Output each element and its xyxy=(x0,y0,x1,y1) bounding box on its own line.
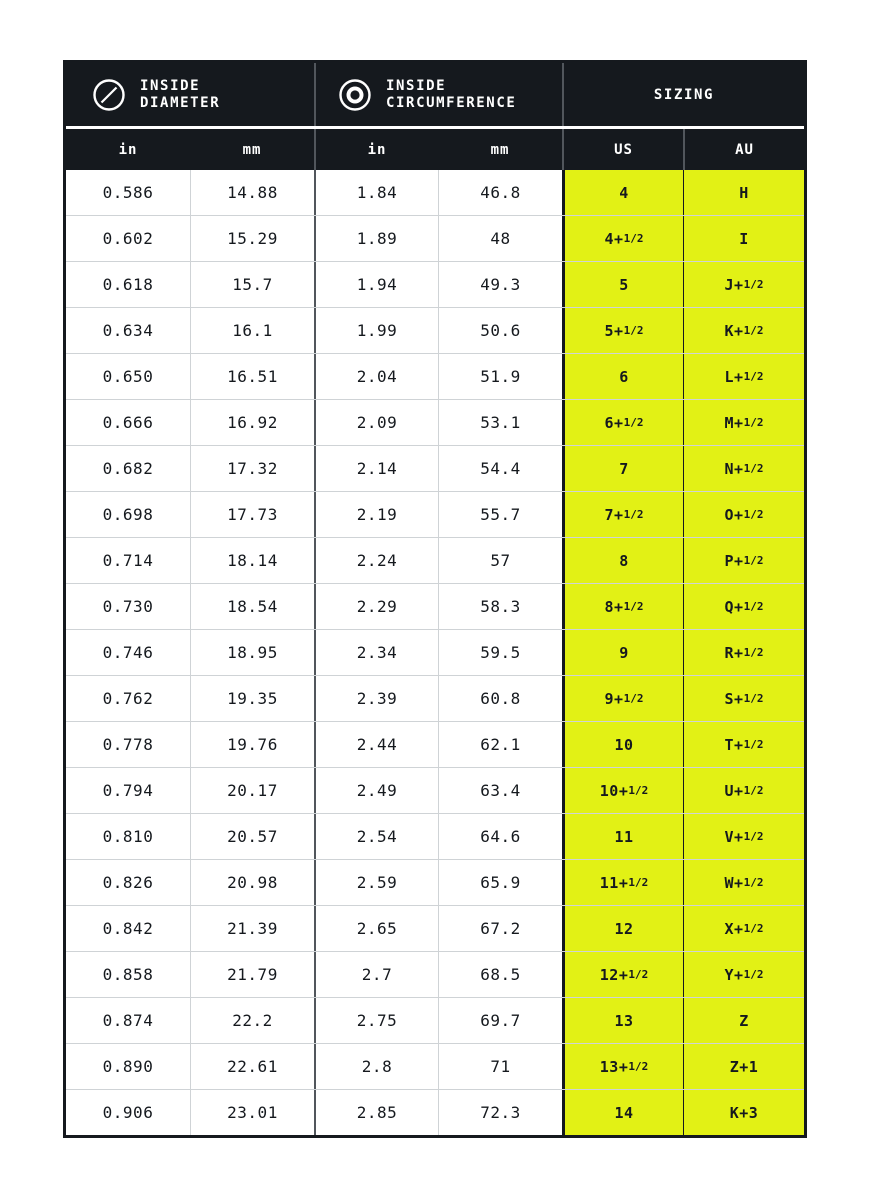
cell-diameter-mm: 22.61 xyxy=(190,1044,314,1089)
cell-circumference-in: 2.44 xyxy=(314,722,438,767)
cell-size-au: X+ 1/2 xyxy=(683,906,804,951)
cell-diameter-mm: 14.88 xyxy=(190,170,314,215)
cell-size-au: N+ 1/2 xyxy=(683,446,804,491)
cell-circumference-mm: 64.6 xyxy=(438,814,562,859)
cell-size-au: R+ 1/2 xyxy=(683,630,804,675)
cell-circumference-in: 1.89 xyxy=(314,216,438,261)
cell-circumference-mm: 67.2 xyxy=(438,906,562,951)
cell-circumference-in: 2.34 xyxy=(314,630,438,675)
cell-diameter-mm: 16.51 xyxy=(190,354,314,399)
column-header-circumference-mm: mm xyxy=(490,141,510,158)
cell-size-us: 4+ 1/2 xyxy=(562,216,683,261)
column-header-circumference-in: in xyxy=(314,129,438,170)
cell-size-au: M+ 1/2 xyxy=(683,400,804,445)
table-row xyxy=(66,768,804,814)
column-header-diameter-mm: mm xyxy=(242,141,262,158)
cell-size-au: H xyxy=(683,170,804,215)
table-row xyxy=(66,952,804,998)
table-row xyxy=(66,860,804,906)
header-group-inside-circumference xyxy=(314,63,562,126)
cell-circumference-in: 1.84 xyxy=(314,170,438,215)
cell-size-au: P+ 1/2 xyxy=(683,538,804,583)
table-header-units xyxy=(66,129,804,170)
cell-size-au: I xyxy=(683,216,804,261)
cell-size-us: 4 xyxy=(562,170,683,215)
cell-size-us: 8 xyxy=(562,538,683,583)
column-header-diameter-in: in xyxy=(118,141,138,158)
cell-circumference-mm: 69.7 xyxy=(438,998,562,1043)
cell-size-us: 7 xyxy=(562,446,683,491)
table-row xyxy=(66,1090,804,1135)
cell-circumference-in: 2.39 xyxy=(314,676,438,721)
header-group-label xyxy=(140,78,220,112)
cell-diameter-in: 0.778 xyxy=(102,735,154,754)
table-row xyxy=(66,216,804,262)
cell-size-us: 9+ 1/2 xyxy=(562,676,683,721)
cell-diameter-mm: 20.98 xyxy=(190,860,314,905)
cell-circumference-in: 2.14 xyxy=(314,446,438,491)
cell-size-us: 5+ 1/2 xyxy=(562,308,683,353)
cell-circumference-mm: 59.5 xyxy=(438,630,562,675)
cell-circumference-in: 2.49 xyxy=(314,768,438,813)
header-group-label xyxy=(386,78,516,112)
header-group-inside-diameter xyxy=(66,63,314,126)
cell-circumference-mm: 68.5 xyxy=(438,952,562,997)
table-row xyxy=(66,998,804,1044)
cell-diameter-in: 0.874 xyxy=(102,1011,154,1030)
cell-diameter-in: 0.858 xyxy=(102,965,154,984)
cell-circumference-mm: 51.9 xyxy=(438,354,562,399)
cell-diameter-in: 0.650 xyxy=(102,367,154,386)
cell-size-us: 8+ 1/2 xyxy=(562,584,683,629)
cell-diameter-mm: 22.2 xyxy=(190,998,314,1043)
header-line-1: INSIDE xyxy=(386,77,447,94)
cell-diameter-mm: 23.01 xyxy=(190,1090,314,1135)
cell-diameter-mm: 16.1 xyxy=(190,308,314,353)
cell-diameter-in: 0.810 xyxy=(102,827,154,846)
cell-circumference-mm: 54.4 xyxy=(438,446,562,491)
cell-size-au: L+ 1/2 xyxy=(683,354,804,399)
cell-circumference-mm: 55.7 xyxy=(438,492,562,537)
cell-circumference-in: 2.54 xyxy=(314,814,438,859)
cell-diameter-in: 0.586 xyxy=(102,183,154,202)
table-row xyxy=(66,446,804,492)
cell-diameter-mm: 18.54 xyxy=(190,584,314,629)
cell-circumference-mm: 65.9 xyxy=(438,860,562,905)
cell-diameter-in: 0.666 xyxy=(102,413,154,432)
cell-diameter-mm: 16.92 xyxy=(190,400,314,445)
table-row xyxy=(66,906,804,952)
cell-size-au: O+ 1/2 xyxy=(683,492,804,537)
table-row xyxy=(66,630,804,676)
cell-size-us: 13 xyxy=(562,998,683,1043)
cell-size-au: V+ 1/2 xyxy=(683,814,804,859)
column-header-au: AU xyxy=(683,129,804,170)
cell-size-us: 11+ 1/2 xyxy=(562,860,683,905)
table-row xyxy=(66,262,804,308)
table-row xyxy=(66,676,804,722)
cell-diameter-in: 0.794 xyxy=(102,781,154,800)
cell-diameter-mm: 15.7 xyxy=(190,262,314,307)
cell-circumference-in: 1.94 xyxy=(314,262,438,307)
cell-size-au: U+ 1/2 xyxy=(683,768,804,813)
cell-diameter-in: 0.842 xyxy=(102,919,154,938)
cell-size-us: 12+ 1/2 xyxy=(562,952,683,997)
cell-diameter-mm: 15.29 xyxy=(190,216,314,261)
cell-circumference-in: 2.8 xyxy=(314,1044,438,1089)
cell-circumference-in: 2.29 xyxy=(314,584,438,629)
header-line-2: CIRCUMFERENCE xyxy=(386,94,517,111)
header-line-2: DIAMETER xyxy=(140,94,221,111)
cell-diameter-mm: 19.76 xyxy=(190,722,314,767)
cell-size-us: 6+ 1/2 xyxy=(562,400,683,445)
table-row xyxy=(66,584,804,630)
cell-diameter-in: 0.634 xyxy=(102,321,154,340)
cell-diameter-mm: 17.32 xyxy=(190,446,314,491)
cell-diameter-in: 0.730 xyxy=(102,597,154,616)
cell-circumference-in: 2.7 xyxy=(314,952,438,997)
cell-circumference-in: 2.75 xyxy=(314,998,438,1043)
cell-circumference-in: 2.19 xyxy=(314,492,438,537)
cell-circumference-in: 2.09 xyxy=(314,400,438,445)
cell-size-au: K+3 xyxy=(683,1090,804,1135)
cell-circumference-mm: 72.3 xyxy=(438,1090,562,1135)
cell-diameter-mm: 18.14 xyxy=(190,538,314,583)
cell-size-us: 13+ 1/2 xyxy=(562,1044,683,1089)
header-group-sizing xyxy=(562,63,804,126)
cell-diameter-in: 0.682 xyxy=(102,459,154,478)
table-row xyxy=(66,814,804,860)
cell-size-us: 14 xyxy=(562,1090,683,1135)
table-row xyxy=(66,400,804,446)
cell-size-au: Y+ 1/2 xyxy=(683,952,804,997)
cell-diameter-in: 0.890 xyxy=(102,1057,154,1076)
cell-size-us: 10+ 1/2 xyxy=(562,768,683,813)
cell-circumference-mm: 53.1 xyxy=(438,400,562,445)
cell-size-au: T+ 1/2 xyxy=(683,722,804,767)
table-row xyxy=(66,538,804,584)
cell-circumference-in: 2.24 xyxy=(314,538,438,583)
cell-size-au: W+ 1/2 xyxy=(683,860,804,905)
cell-diameter-in: 0.618 xyxy=(102,275,154,294)
table-row xyxy=(66,492,804,538)
cell-circumference-mm: 62.1 xyxy=(438,722,562,767)
cell-diameter-mm: 20.17 xyxy=(190,768,314,813)
table-row xyxy=(66,308,804,354)
cell-size-au: Q+ 1/2 xyxy=(683,584,804,629)
cell-circumference-in: 2.85 xyxy=(314,1090,438,1135)
cell-circumference-mm: 71 xyxy=(438,1044,562,1089)
cell-circumference-in: 2.59 xyxy=(314,860,438,905)
header-sizing-label: SIZING xyxy=(653,86,715,103)
cell-size-us: 6 xyxy=(562,354,683,399)
cell-diameter-in: 0.906 xyxy=(102,1103,154,1122)
cell-diameter-mm: 20.57 xyxy=(190,814,314,859)
cell-size-au: K+ 1/2 xyxy=(683,308,804,353)
cell-circumference-mm: 57 xyxy=(438,538,562,583)
cell-size-us: 5 xyxy=(562,262,683,307)
cell-size-au: J+ 1/2 xyxy=(683,262,804,307)
table-row xyxy=(66,722,804,768)
table-header-groups xyxy=(66,63,804,126)
cell-size-us: 7+ 1/2 xyxy=(562,492,683,537)
cell-diameter-mm: 19.35 xyxy=(190,676,314,721)
cell-size-us: 9 xyxy=(562,630,683,675)
cell-circumference-mm: 46.8 xyxy=(438,170,562,215)
cell-size-au: Z xyxy=(683,998,804,1043)
header-line-1: INSIDE xyxy=(140,77,201,94)
cell-circumference-mm: 60.8 xyxy=(438,676,562,721)
cell-size-au: S+ 1/2 xyxy=(683,676,804,721)
cell-diameter-in: 0.714 xyxy=(102,551,154,570)
cell-circumference-in: 1.99 xyxy=(314,308,438,353)
cell-size-us: 11 xyxy=(562,814,683,859)
cell-size-au: Z+1 xyxy=(683,1044,804,1089)
cell-size-us: 12 xyxy=(562,906,683,951)
ring-size-table xyxy=(63,60,807,1138)
cell-circumference-mm: 48 xyxy=(438,216,562,261)
cell-circumference-mm: 58.3 xyxy=(438,584,562,629)
inside-diameter-icon xyxy=(92,78,126,112)
table-row xyxy=(66,1044,804,1090)
cell-diameter-mm: 21.39 xyxy=(190,906,314,951)
cell-circumference-mm: 50.6 xyxy=(438,308,562,353)
cell-diameter-in: 0.602 xyxy=(102,229,154,248)
cell-diameter-in: 0.762 xyxy=(102,689,154,708)
cell-size-us: 10 xyxy=(562,722,683,767)
table-body xyxy=(66,170,804,1135)
cell-circumference-in: 2.04 xyxy=(314,354,438,399)
cell-circumference-in: 2.65 xyxy=(314,906,438,951)
cell-diameter-in: 0.698 xyxy=(102,505,154,524)
table-row xyxy=(66,170,804,216)
table-row xyxy=(66,354,804,400)
cell-diameter-in: 0.826 xyxy=(102,873,154,892)
column-header-us: US xyxy=(562,129,683,170)
cell-diameter-mm: 21.79 xyxy=(190,952,314,997)
cell-diameter-mm: 17.73 xyxy=(190,492,314,537)
cell-circumference-mm: 63.4 xyxy=(438,768,562,813)
cell-diameter-in: 0.746 xyxy=(102,643,154,662)
cell-diameter-mm: 18.95 xyxy=(190,630,314,675)
cell-circumference-mm: 49.3 xyxy=(438,262,562,307)
inside-circumference-icon xyxy=(338,78,372,112)
